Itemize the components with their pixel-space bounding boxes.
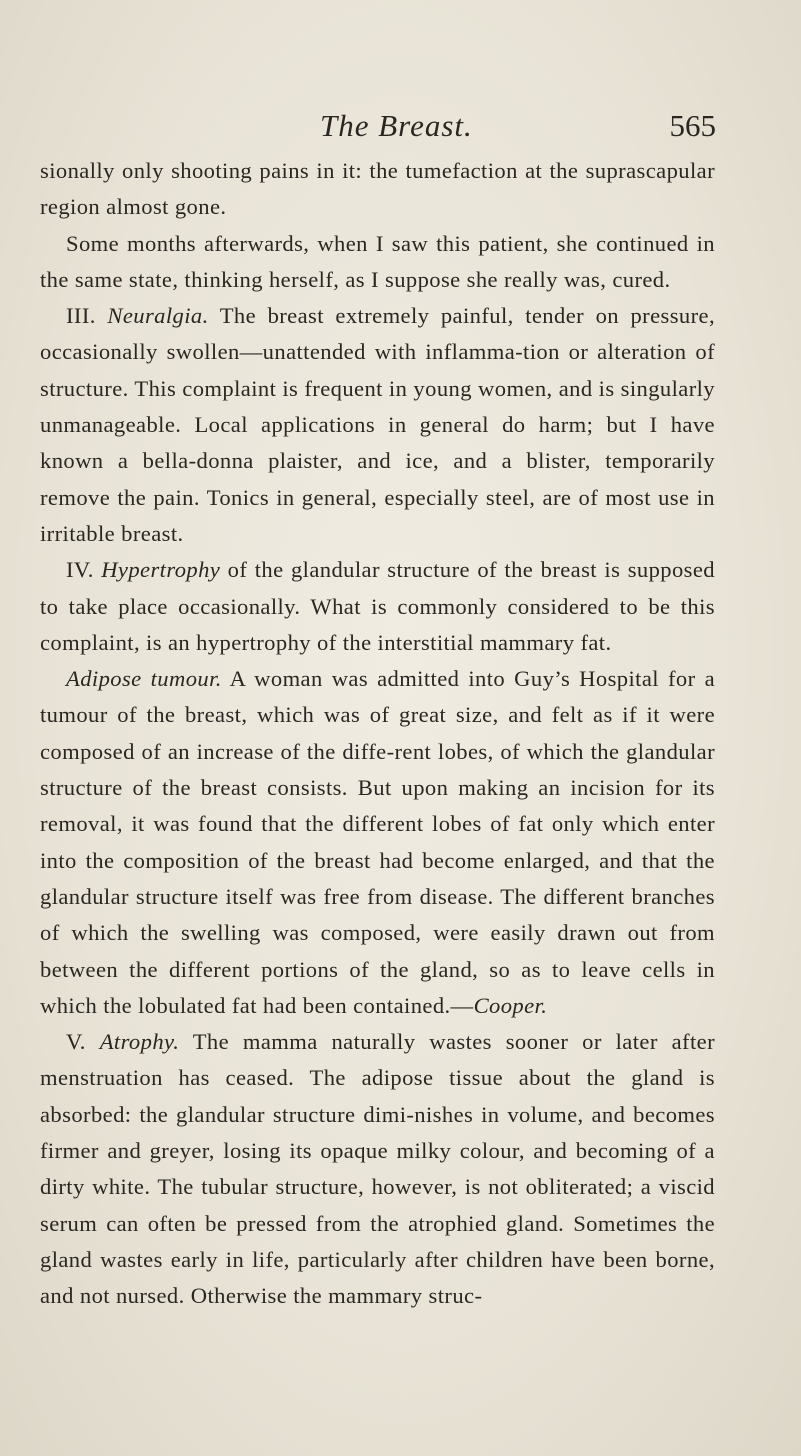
- section-number: V.: [66, 1029, 86, 1055]
- page-number: 565: [669, 108, 716, 143]
- paragraph-neuralgia: [40, 298, 715, 552]
- paragraph-atrophy: [40, 1024, 715, 1314]
- running-title: The Breast.: [320, 108, 473, 143]
- section-heading: Adipose tumour.: [66, 666, 222, 692]
- paragraph-text: sionally only shooting pains in it: the tumefaction at the suprascapular region almost gone.: [40, 158, 715, 220]
- paragraph-adipose-tumour: [40, 661, 715, 1024]
- paragraph-hypertrophy: [40, 552, 715, 661]
- paragraph-text: The mamma naturally wastes sooner or later after menstruation has ceased. The adipose tissue about the gland is absorbed: the glandular structure dimi-nishes in volume, and becomes firmer and greyer, losing its opaque milky colour, and becoming of a dirty white. The tubular structure, however, is not obliterated; a viscid serum can often be pressed from the atrophied gland. Sometimes the gland wastes early in life, particularly after children have been borne, and not nursed. Otherwise the mammary struc-: [40, 1029, 715, 1309]
- section-heading: Neuralgia.: [107, 303, 209, 329]
- paragraph-text: of the glandular structure of the breast is supposed to take place occasionally. What is commonly considered to be this complaint, is an hypertrophy of the interstitial mammary fat.: [40, 557, 715, 655]
- paragraph-text: Some months afterwards, when I saw this patient, she continued in the same state, thinking herself, as I suppose she really was, cured.: [40, 230, 715, 292]
- section-heading: Hypertrophy: [101, 557, 221, 583]
- section-heading: Atrophy.: [99, 1029, 180, 1055]
- paragraph-follow-up: [40, 226, 715, 299]
- section-number: IV.: [66, 557, 94, 583]
- paragraph-text: The breast extremely painful, tender on pressure, occasionally swollen—unattended with inflamma-tion or alteration of structure. This complaint is frequent in young women, and is singularly unmanageable. Local applications in general do harm; but I have known a bella-donna plaister, and ice, and a blister, temporarily remove the pain. Tonics in general, especially steel, are of most use in irritable breast.: [40, 303, 715, 546]
- section-number: III.: [66, 303, 96, 329]
- paragraph-text: A woman was admitted into Guy’s Hospital for a tumour of the breast, which was of great size, and felt as if it were composed of an increase of the diffe-rent lobes, of which the glandular structure of the breast consists. But upon making an incision for its removal, it was found that the different lobes of fat only which enter into the composition of the breast had become enlarged, and that the glandular structure itself was free from disease. The different branches of which the swelling was composed, were easily drawn out from between the different portions of the gland, so as to leave cells in which the lobulated fat had been contained.—: [40, 666, 715, 1018]
- page-header: [0, 106, 801, 146]
- paragraph-continuation: [40, 153, 715, 226]
- citation-author: Cooper.: [473, 992, 548, 1018]
- page-body: [40, 153, 715, 1315]
